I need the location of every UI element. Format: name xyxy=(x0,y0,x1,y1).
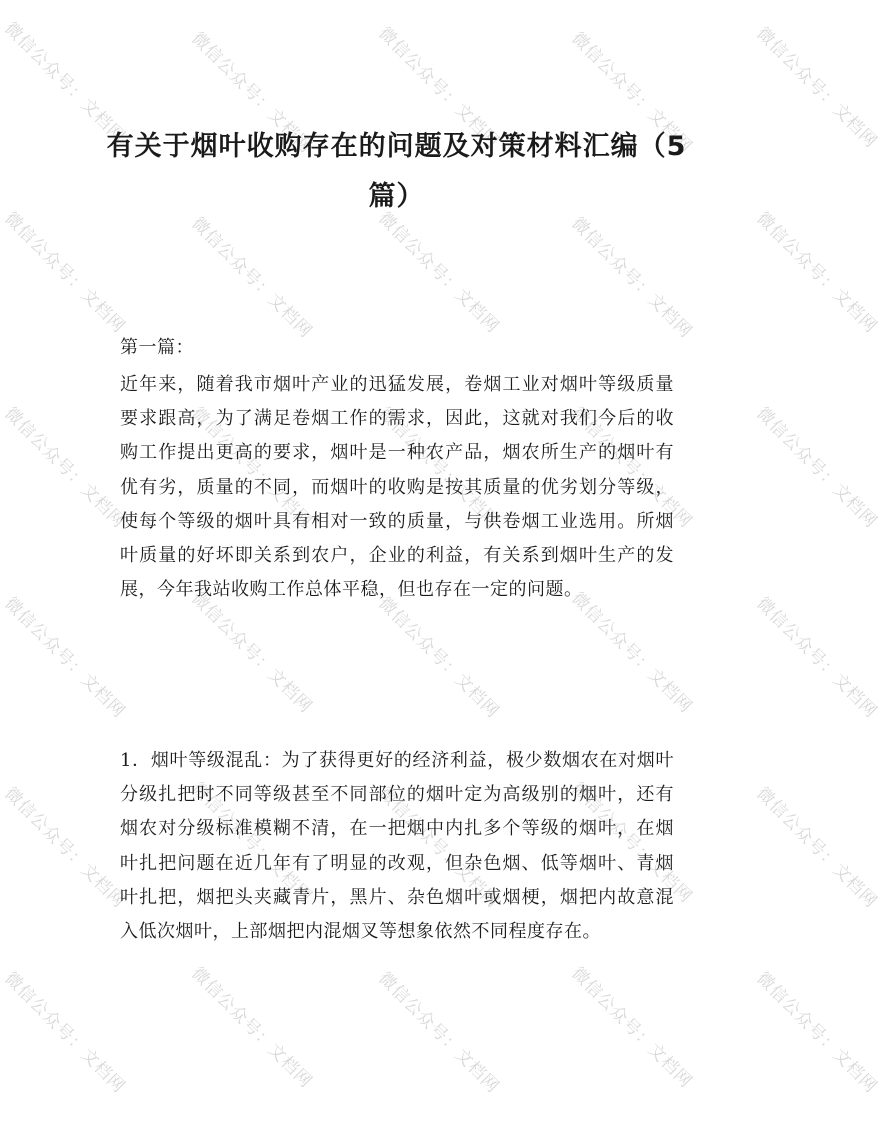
watermark: 微信公众号：文档网 xyxy=(567,963,697,1093)
watermark: 微信公众号：文档网 xyxy=(752,403,882,533)
watermark: 微信公众号：文档网 xyxy=(0,403,130,533)
section-heading: 第一篇： xyxy=(120,337,194,358)
watermark: 微信公众号：文档网 xyxy=(752,23,882,153)
watermark: 微信公众号：文档网 xyxy=(752,783,882,913)
watermark: 微信公众号：文档网 xyxy=(187,403,317,533)
watermark: 微信公众号：文档网 xyxy=(187,588,317,718)
watermark: 微信公众号：文档网 xyxy=(567,403,697,533)
watermark: 微信公众号：文档网 xyxy=(374,783,504,913)
watermark: 微信公众号：文档网 xyxy=(187,963,317,1093)
watermark: 微信公众号：文档网 xyxy=(374,403,504,533)
watermark: 微信公众号：文档网 xyxy=(752,968,882,1098)
watermark: 微信公众号：文档网 xyxy=(567,778,697,908)
paragraph: 近年来，随着我市烟叶产业的迅猛发展，卷烟工业对烟叶等级质量要求跟高，为了满足卷烟工作的需求，因此，这就对我们今后的收购工作提出更高的要求，烟叶是一种农产品，烟农所生产的烟叶有优有劣，质量的不同，而烟叶的收购是按其质量的优劣划分等级，使每个等级的烟叶具有相对一致的质量，与供卷烟工业选用。所烟叶质量的好坏即关系到农户，企业的利益，有关系到烟叶生产的发展，今年我站收购工作总体平稳，但也存在一定的问题。 xyxy=(120,374,674,601)
watermark: 微信公众号：文档网 xyxy=(187,778,317,908)
paragraph: 1．烟叶等级混乱：为了获得更好的经济利益，极少数烟农在对烟叶分级扎把时不同等级甚至不同部位的烟叶定为高级别的烟叶，还有烟农对分级标准模糊不清，在一把烟中内扎多个等级的烟叶，在烟叶扎把问题在近几年有了明显的改观，但杂色烟、低等烟叶、青烟叶扎把，烟把头夹藏青片，黑片、杂色烟叶或烟梗，烟把内故意混入低次烟叶，上部烟把内混烟叉等想象依然不同程度存在。 xyxy=(120,750,674,943)
watermark: 微信公众号：文档网 xyxy=(374,208,504,338)
watermark: 微信公众号：文档网 xyxy=(567,588,697,718)
watermark: 微信公众号：文档网 xyxy=(0,208,130,338)
watermark: 微信公众号：文档网 xyxy=(0,783,130,913)
watermark: 微信公众号：文档网 xyxy=(567,28,697,158)
watermark: 微信公众号：文档网 xyxy=(752,208,882,338)
watermark: 微信公众号：文档网 xyxy=(374,593,504,723)
watermark: 微信公众号：文档网 xyxy=(187,213,317,343)
watermark: 微信公众号：文档网 xyxy=(0,593,130,723)
watermark: 微信公众号：文档网 xyxy=(752,593,882,723)
watermark: 微信公众号：文档网 xyxy=(374,968,504,1098)
watermark: 微信公众号：文档网 xyxy=(567,213,697,343)
watermark: 微信公众号：文档网 xyxy=(374,23,504,153)
watermark: 微信公众号：文档网 xyxy=(0,968,130,1098)
watermark: 微信公众号：文档网 xyxy=(0,18,130,148)
document-title: 有关于烟叶收购存在的问题及对策材料汇编（5 篇） xyxy=(106,131,687,212)
watermark: 微信公众号：文档网 xyxy=(187,28,317,158)
